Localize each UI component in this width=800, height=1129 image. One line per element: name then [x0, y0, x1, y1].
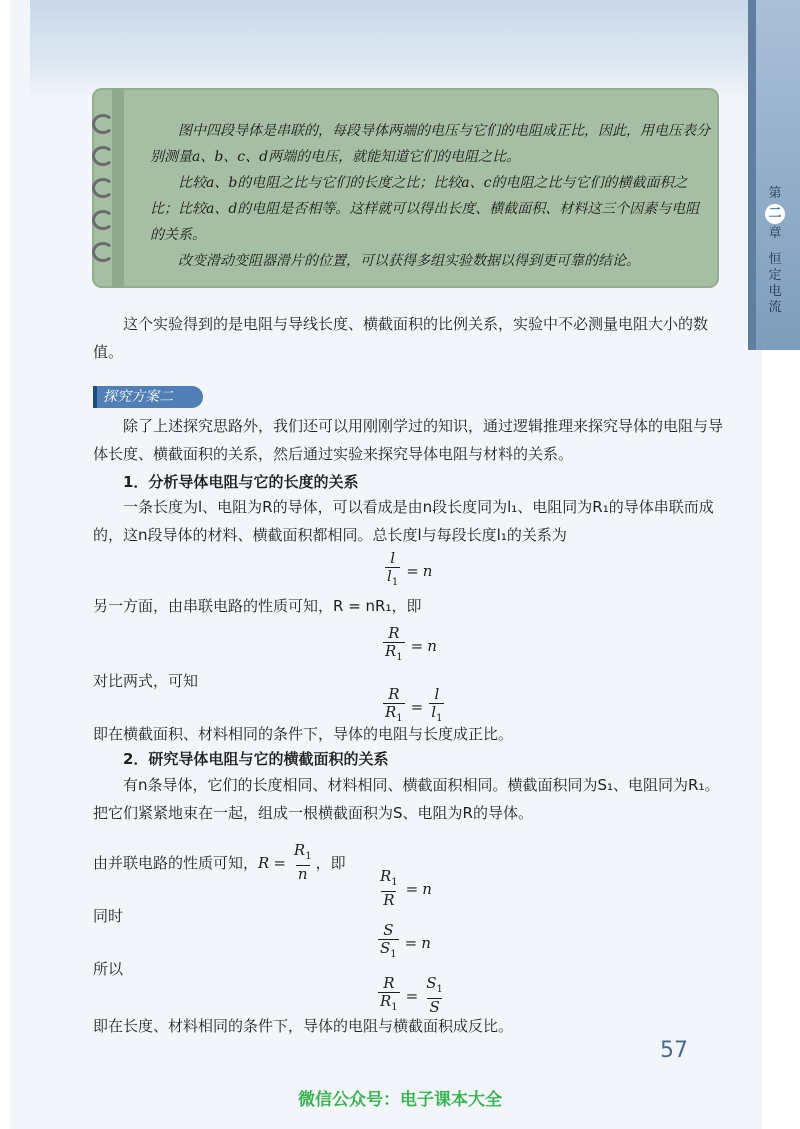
- formula-r-ratio-l-ratio: $\frac{R}{R_1}$ = $\frac{l}{l_1}$: [381, 686, 446, 727]
- formula-r-ratio-s-ratio: $\frac{R}{R_1}$ = $\frac{S_1}{S}$: [380, 974, 443, 1016]
- formula-l-over-l1: $\frac{l}{l_1}$ = n: [383, 550, 432, 591]
- formula-r-over-r1: $\frac{R}{R_1}$ = n: [381, 625, 437, 666]
- chapter-suffix: 章: [768, 226, 782, 241]
- part2-paragraph: 有n条导体，它们的长度相同、材料相同、横截面积相同。横截面积同为S₁、电阻同为R₁。把它们紧紧地束在一起，组成一根横截面积为S、电阻为R的导体。: [93, 776, 720, 822]
- part1-conclusion: 即在横截面积、材料相同的条件下，导体的电阻与长度成正比。: [93, 725, 514, 743]
- part1-compare-text: 对比两式，可知: [93, 672, 199, 690]
- part2-also-text: 同时: [93, 907, 124, 925]
- page-number: 57: [660, 1038, 688, 1063]
- part1-paragraph: 一条长度为l、电阻为R的导体，可以看成是由n段长度同为l₁、电阻同为R₁的导体串联而成的，这n段导体的材料、横截面积都相同。总长度l与每段长度l₁的关系为: [93, 498, 714, 544]
- chapter-label: [757, 186, 793, 316]
- side-tab-strip: [748, 0, 756, 350]
- notebook-spiral-icon: [88, 110, 114, 270]
- part2-heading: 2．研究导体电阻与它的横截面积的关系: [123, 750, 389, 768]
- chapter-prefix: 第: [768, 186, 782, 201]
- note-paragraph: 改变滑动变阻器滑片的位置，可以获得多组实验数据以得到更可靠的结论。: [178, 253, 640, 269]
- chapter-title-char: 流: [768, 300, 782, 315]
- chapter-title-char: 恒: [768, 252, 782, 267]
- footer-watermark: 微信公众号：电子课本大全: [298, 1090, 502, 1110]
- part1-series-text: 另一方面，由串联电路的性质可知，R = nR₁，即: [93, 597, 422, 615]
- note-text: [150, 118, 710, 274]
- part2-parallel-text: 由并联电路的性质可知， R = $\frac{R_1}{n}$ ，即: [93, 841, 346, 883]
- chapter-number: 二: [765, 204, 785, 224]
- part2-conclusion: 即在长度、材料相同的条件下，导体的电阻与横截面积成反比。: [93, 1017, 514, 1035]
- note-paragraph: 图中四段导体是串联的，每段导体两端的电压与它们的电阻成正比，因此，用电压表分别测量a、b、c、d两端的电压，就能知道它们的电阻之比。: [150, 123, 710, 165]
- formula-s-over-s1: $\frac{S}{S_1}$ = n: [376, 922, 431, 963]
- formula-r-eq-r1-over-n: R = $\frac{R_1}{n}$: [258, 841, 312, 883]
- section-intro: 除了上述探究思路外，我们还可以用刚刚学过的知识，通过逻辑推理来探究导体的电阻与导体长度、横截面积的关系，然后通过实验来探究导体电阻与材料的关系。: [93, 417, 724, 463]
- intro-paragraph: 这个实验得到的是电阻与导线长度、横截面积的比例关系，实验中不必测量电阻大小的数值。: [93, 315, 709, 361]
- section-tag: [93, 386, 203, 408]
- chapter-title-char: 电: [768, 284, 782, 299]
- top-header-band: [30, 0, 762, 95]
- chapter-title-char: 定: [768, 268, 782, 283]
- part2-so-text: 所以: [93, 960, 124, 978]
- formula-r1-over-r: $\frac{R_1}{R}$ = n: [380, 867, 432, 909]
- section-tag-label: 探究方案二: [103, 389, 173, 405]
- note-paragraph: 比较a、b的电阻之比与它们的长度之比；比较a、c的电阻之比与它们的横截面积之比；比较a、d的电阻是否相等。这样就可以得出长度、横截面积、材料这三个因素与电阻的关系。: [150, 175, 700, 243]
- part1-heading: 1．分析导体电阻与它的长度的关系: [123, 473, 359, 491]
